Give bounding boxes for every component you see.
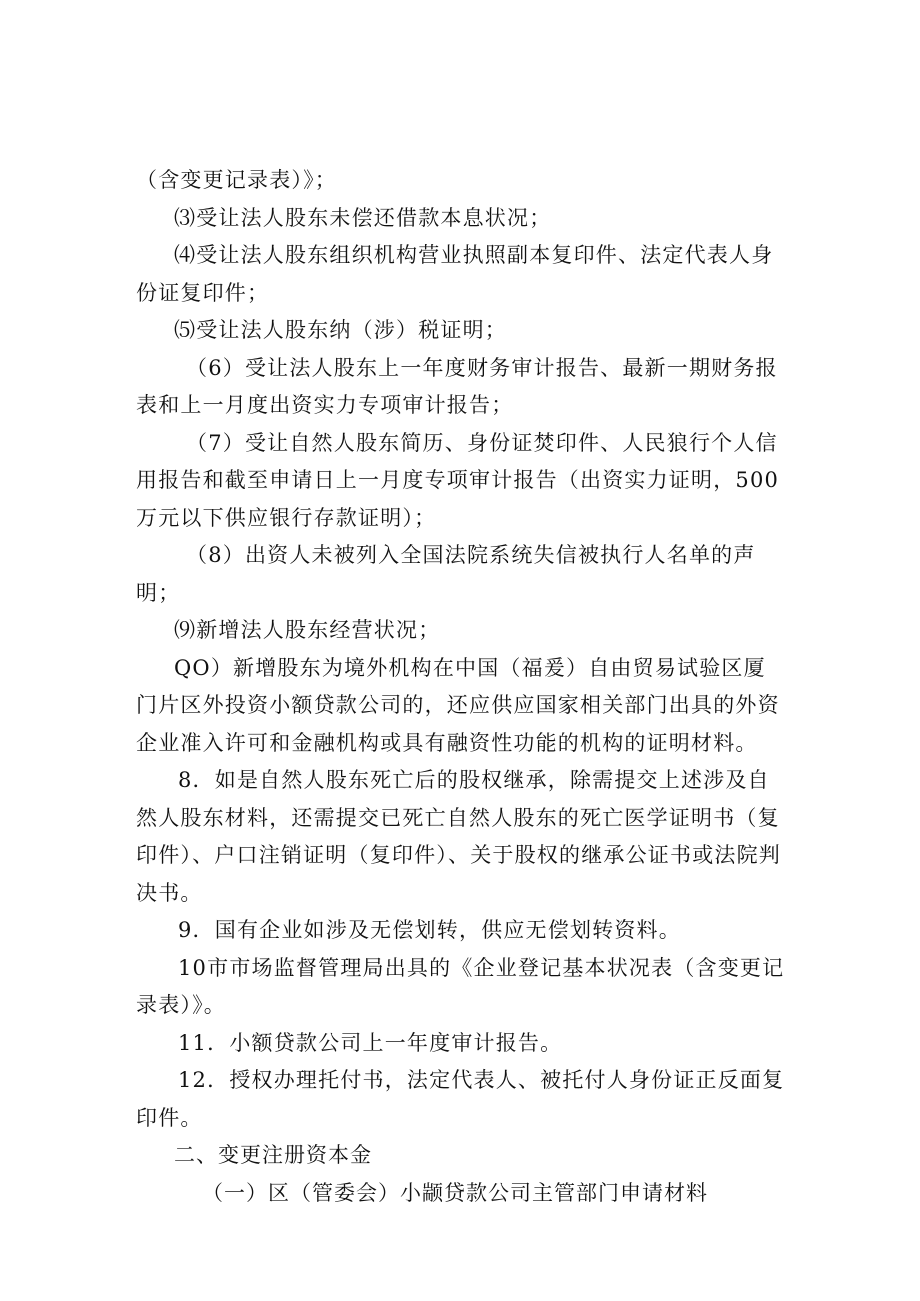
paragraph-item-6: （6）受让法人股东上一年度财务审计报告、最新一期财务报表和上一月度出资实力专项审计报告； — [136, 355, 778, 417]
paragraph-item-7: （7）受让自然人股东简历、身份证焚印件、人民狼行个人信用报告和截至申请日上一月度专项审计报告（出资实力证明，500万元以下供应银行存款证明）； — [136, 430, 780, 530]
paragraph-section-11: 11．小额贷款公司上一年度审计报告。 — [178, 1030, 563, 1055]
paragraph-item-9: ⑼新增法人股东经营状况； — [174, 618, 441, 642]
section-heading: 二、变更注册资本金 — [174, 1143, 372, 1167]
paragraph-item-3: ⑶受让法人股东未偿还借款本息状况； — [174, 205, 552, 230]
paragraph-item-8: （8）出资人未被列入全国法院系统失信被执行人名单的声明； — [136, 543, 756, 605]
paragraph-continuation: （含变更记录表）》； — [136, 168, 337, 192]
subsection-heading: （一）区（管委会）小颛贷款公司主管部门申请材料 — [202, 1180, 708, 1205]
document-body — [136, 162, 786, 1212]
paragraph-item-10: QO）新增股东为境外机构在中国（福爰）自由贸易试验区厦门片区外投资小额贷款公司的，还应供应国家相关部门出具的外资企业准入许可和金融机构或具有融资性功能的机构的证明材料。 — [136, 655, 780, 755]
paragraph-section-10: 10市市场监督管理局出具的《企业登记基本状况表（含变更记录表）》。 — [136, 955, 785, 1017]
paragraph-section-8: 8．如是自然人股东死亡后的股权继承，除需提交上述涉及自然人股东材料，还需提交已死亡自然人股东的死亡医学证明书（复印件）、户口注销证明（复印件）、关于股权的继承公证书或法院判决书。 — [136, 768, 781, 905]
paragraph-item-4: ⑷受让法人股东组织机构营业执照副本复印件、法定代表人身份证复印件； — [136, 243, 774, 305]
paragraph-section-9: 9．国有企业如涉及无偿划转，供应无偿划转资料。 — [178, 918, 681, 942]
paragraph-item-5: ⑸受让法人股东纳（涉）税证明； — [174, 318, 507, 342]
paragraph-section-12: 12．授权办理托付书，法定代表人、被托付人身份证正反面复印件。 — [136, 1068, 785, 1130]
